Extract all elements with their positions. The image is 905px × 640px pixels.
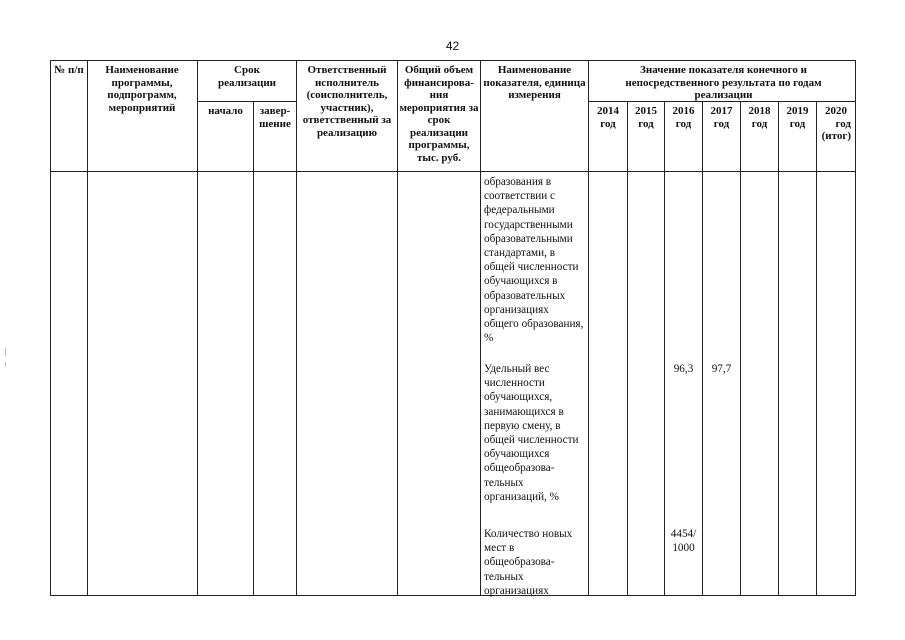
header-col-term: Срок реализации (217, 64, 277, 89)
header-year-2014: 2014 год (597, 105, 619, 130)
header-col-number: № п/п (54, 64, 84, 76)
value-2016: 4454/ 1000 (670, 528, 697, 555)
header-col-name: Наименование программы, подпрограмм, мероприятий (105, 64, 179, 114)
page-number: 42 (445, 39, 460, 53)
header-year-2017: 2017 год (710, 105, 733, 130)
header-col-values: Значение показателя конечного и непосредственного результата по годам реализации (625, 64, 822, 101)
header-col-term-start: начало (208, 105, 243, 117)
indicator-text: образования в соответствии с федеральными государственными образовательными стандартами, в общей численности обучающихся в образовательных организациях общего образования, % (484, 176, 584, 345)
scan-mark (5, 362, 6, 367)
indicator-text: Количество новых мест в общеобразова-тельных организациях (484, 528, 573, 597)
header-year-2020: 2020 год (итог) (821, 105, 851, 142)
scan-mark (5, 348, 6, 356)
header-year-2015: 2015 год (635, 105, 657, 130)
value-2017: 97,7 (711, 363, 732, 375)
header-col-funding: Общий объем финансирова-ния мероприятия за срок реализации программы, тыс. руб. (399, 64, 479, 164)
header-year-2016: 2016 год (672, 105, 695, 130)
value-2016: 96,3 (673, 363, 694, 375)
indicator-text: Удельный вес численности обучающихся, занимающихся в первую смену, в общей численности обучающихся общеобразова-тельных организаций, % (484, 363, 579, 503)
header-col-responsible: Ответственный исполнитель (соисполнитель, участник), ответственный за реализацию (302, 64, 392, 139)
header-col-indicator: Наименование показателя, единица измерения (483, 64, 586, 101)
header-col-term-end: завер-шение (259, 105, 291, 130)
header-year-2018: 2018 год (748, 105, 771, 130)
header-year-2019: 2019 год (786, 105, 809, 130)
